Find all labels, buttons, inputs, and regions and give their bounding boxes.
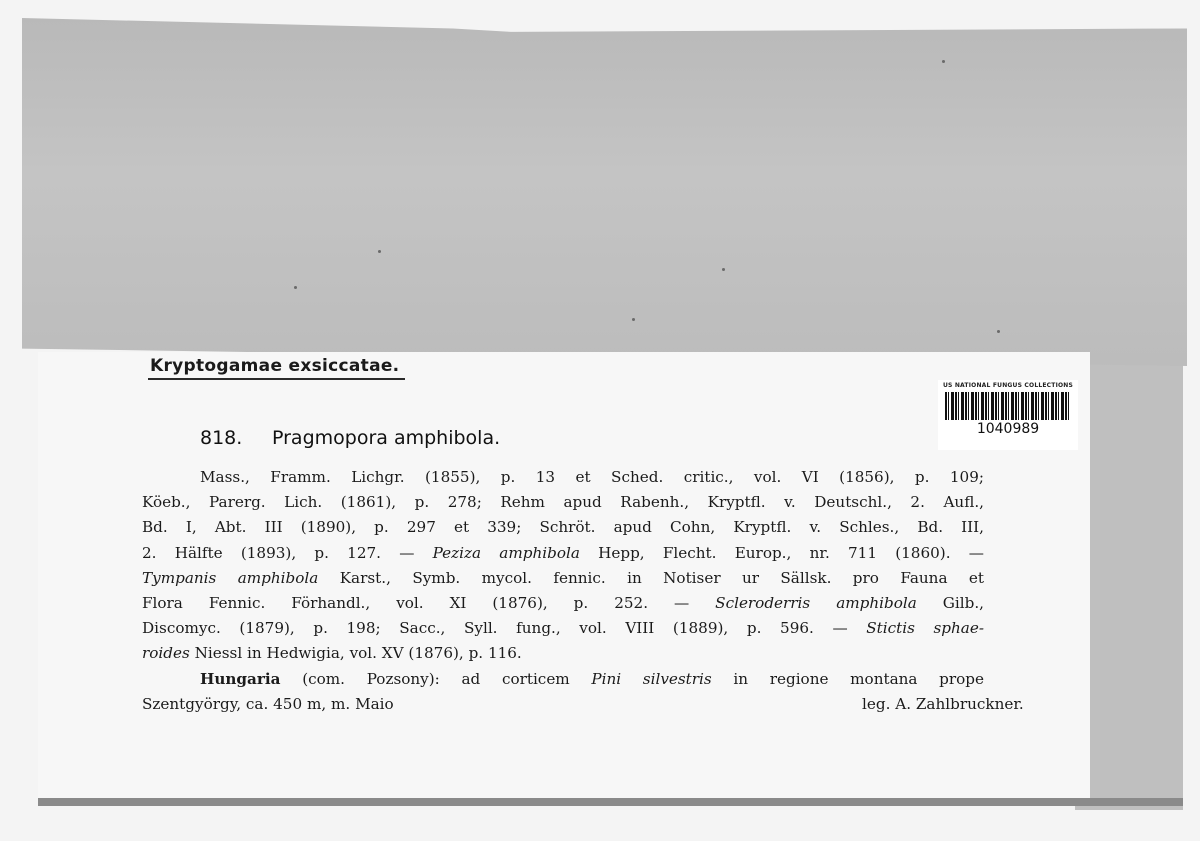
- reference-line: Tympanis amphibola Karst., Symb. mycol. fennic. in Notiser ur Sällsk. pro Fauna et: [142, 568, 984, 587]
- locality-place: Szentgyörgy, ca. 450 m, m. Maio: [142, 694, 394, 713]
- paper-speck: [632, 318, 635, 321]
- species-name: Pragmopora amphibola.: [272, 427, 501, 449]
- paper-packet-flap: [22, 18, 1187, 366]
- paper-speck: [294, 286, 297, 289]
- host-name: Pini silvestris: [591, 669, 712, 688]
- reference-line: roides Niessl in Hedwigia, vol. XV (1876), p. 116.: [142, 644, 522, 663]
- country: Hungaria: [200, 669, 281, 688]
- reference-line: Mass., Framm. Lichgr. (1855), p. 13 et Sched. critic., vol. VI (1856), p. 109;: [200, 468, 984, 486]
- paper-speck: [722, 268, 725, 271]
- reference-line: Flora Fennic. Förhandl., vol. XI (1876), p. 252. — Scleroderris amphibola Gilb.,: [142, 594, 984, 613]
- barcode-label: [938, 380, 1078, 450]
- cardboard-backing: [1075, 360, 1183, 810]
- paper-speck: [997, 330, 1000, 333]
- barcode-caption: US NATIONAL FUNGUS COLLECTIONS: [942, 382, 1074, 389]
- collector: leg. A. Zahlbruckner.: [862, 694, 1024, 713]
- barcode-number: 1040989: [976, 421, 1040, 437]
- series-header: Kryptogamae exsiccatae.: [148, 356, 405, 380]
- specimen-title: [200, 427, 500, 449]
- paper-speck: [942, 60, 945, 63]
- label-body: [142, 465, 1024, 717]
- locality-detail-row: [142, 692, 1024, 717]
- entry-number: 818.: [200, 427, 243, 449]
- reference-line: Bd. I, Abt. III (1890), p. 297 et 339; Schröt. apud Cohn, Kryptfl. v. Schles., Bd. III,: [142, 518, 984, 537]
- reference-line: 2. Hälfte (1893), p. 127. — Peziza amphibola Hepp, Flecht. Europ., nr. 711 (1860). —: [142, 543, 984, 562]
- paper-speck: [378, 250, 381, 253]
- barcode-icon: [945, 392, 1071, 420]
- reference-line: Köeb., Parerg. Lich. (1861), p. 278; Rehm apud Rabenh., Kryptfl. v. Deutschl., 2. Aufl.,: [142, 493, 984, 512]
- locality-line: Hungaria (com. Pozsony): ad corticem Pini silvestris in regione montana prope: [200, 669, 984, 688]
- label-bottom-edge: [38, 798, 1183, 806]
- reference-line: Discomyc. (1879), p. 198; Sacc., Syll. fung., vol. VIII (1889), p. 596. — Stictis sphae-: [142, 619, 984, 638]
